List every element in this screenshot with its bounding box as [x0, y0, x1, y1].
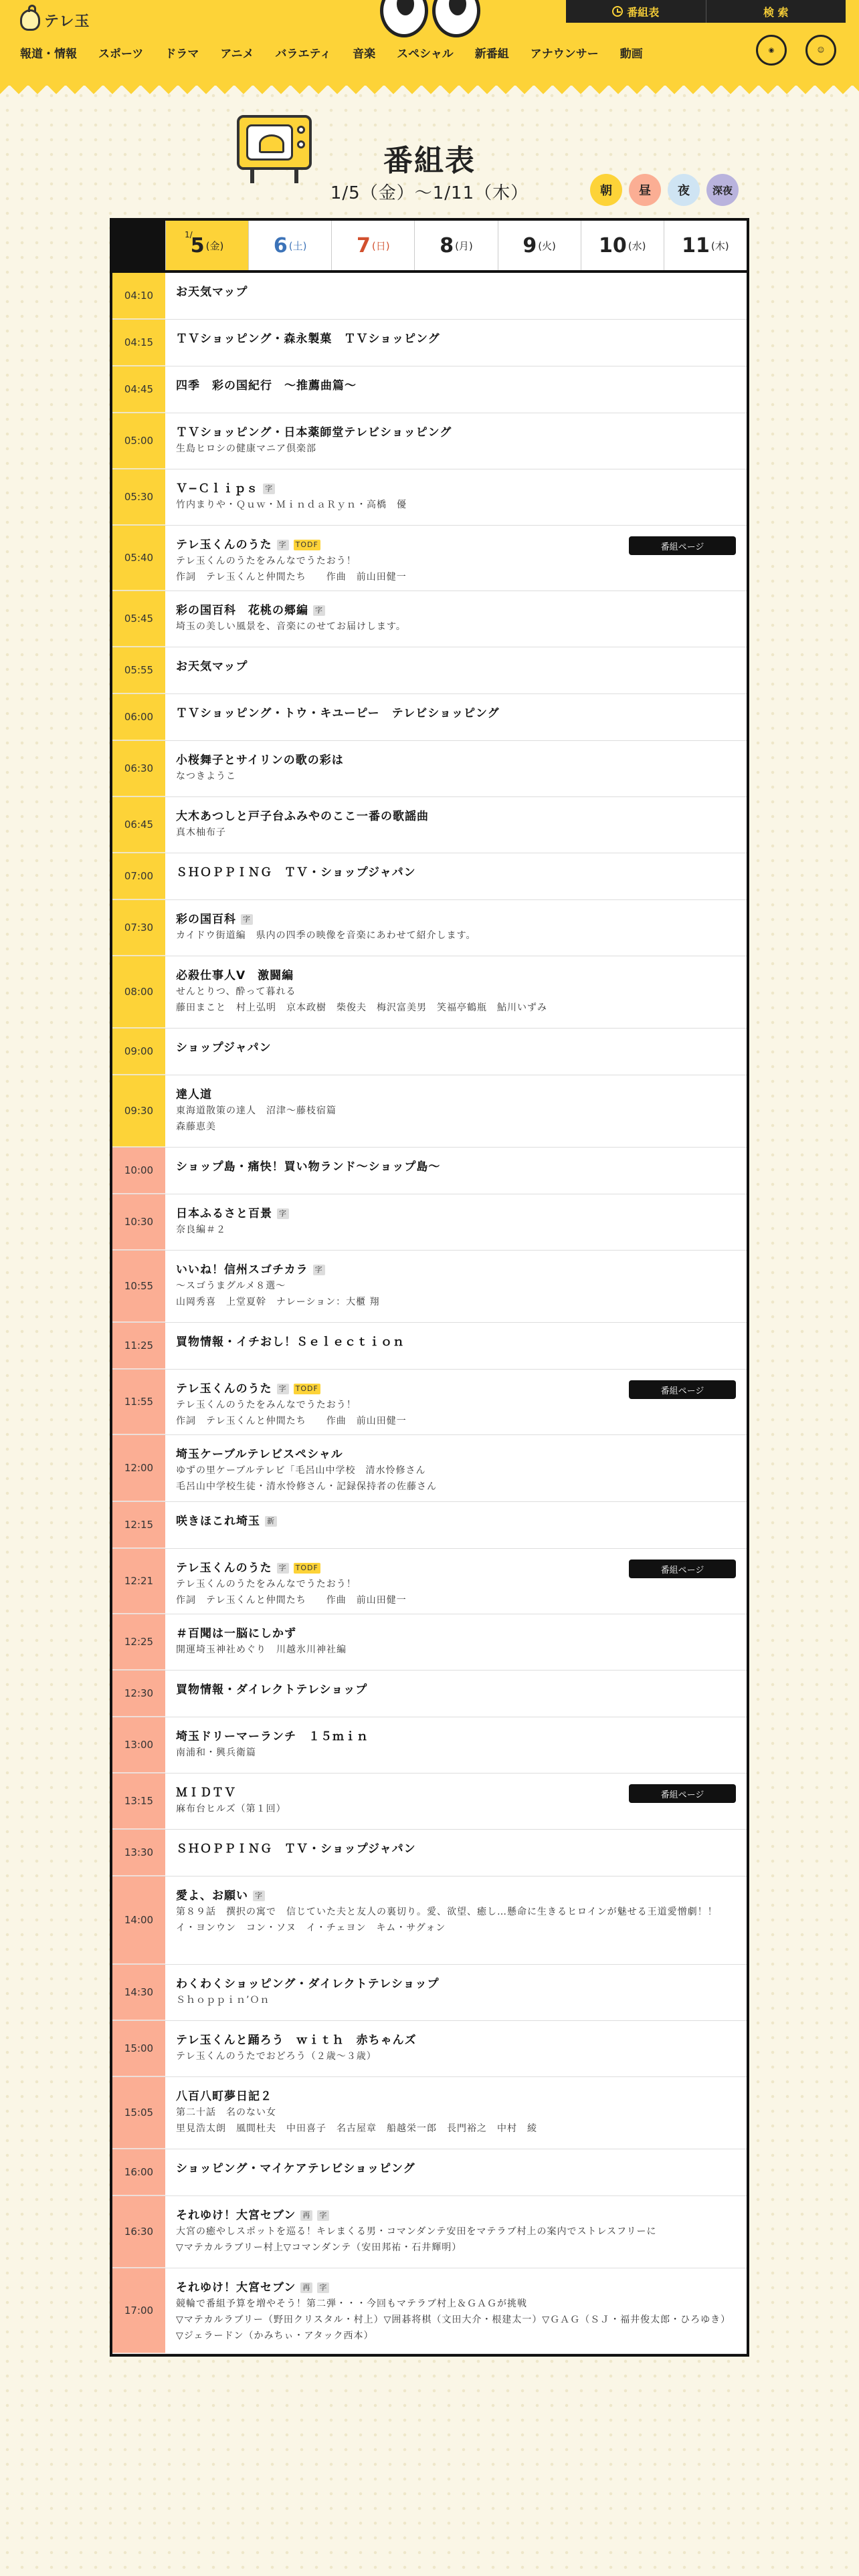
date-range: 1/5（金）〜1/11（木）	[330, 183, 529, 203]
program-row	[112, 526, 747, 591]
program-title-text: 日本ふるさと百景	[176, 1207, 272, 1220]
teletama-kun-button[interactable]	[805, 35, 836, 66]
program-badge-todf: TODF	[294, 1384, 320, 1394]
program-title-text: ＴＶショッピング・日本薬師堂テレビショッピング	[176, 426, 452, 439]
program-title[interactable]	[176, 2161, 736, 2177]
program-description: テレ玉くんのうたでおどろう（２歳〜３歳）	[176, 2051, 377, 2062]
program-row	[112, 2021, 747, 2077]
program-row	[112, 273, 747, 320]
program-title-text: 買物情報・イチおし！Ｓｅｌｅｃｔｉｏｎ	[176, 1335, 405, 1349]
program-description: 〜スゴうまグルメ８選〜	[176, 1281, 286, 1291]
program-title[interactable]	[176, 331, 736, 347]
day-tab-weekday: (日)	[371, 239, 390, 252]
program-row	[112, 1075, 747, 1148]
program-time: 04:45	[112, 366, 165, 413]
program-title-text: お天気マップ	[176, 660, 248, 673]
program-title[interactable]	[176, 1513, 736, 1529]
day-tab-weekday: (木)	[710, 239, 729, 252]
program-info[interactable]	[165, 956, 747, 1028]
logo-mascot-icon	[20, 9, 40, 31]
program-title[interactable]	[176, 1446, 736, 1463]
day-tab-date: 9	[522, 233, 537, 257]
program-title[interactable]	[176, 1841, 736, 1857]
program-title-text: ＴＶショッピング・トウ・キユーピー テレビショッピング	[176, 707, 500, 720]
program-title[interactable]	[176, 1729, 736, 1745]
program-title[interactable]	[176, 1040, 736, 1056]
program-title[interactable]	[176, 1206, 736, 1222]
day-tab-date: 6	[273, 233, 288, 257]
program-title[interactable]	[176, 1888, 736, 1904]
program-badge-todf: TODF	[294, 1563, 320, 1574]
time-of-day-filters	[590, 174, 739, 206]
program-info[interactable]	[165, 1148, 747, 1194]
program-title-text: 八百八町夢日記２	[176, 2090, 272, 2103]
program-description: 作詞 テレ玉くんと仲間たち 作曲 前山田健一	[176, 1595, 407, 1606]
program-info[interactable]	[165, 1876, 747, 1964]
program-info[interactable]	[165, 1029, 747, 1075]
program-row	[112, 469, 747, 526]
program-title[interactable]	[176, 284, 736, 300]
program-title-text: 必殺仕事人Ⅴ 激闘編	[176, 969, 294, 982]
program-info[interactable]	[165, 469, 747, 525]
program-time: 08:00	[112, 956, 165, 1028]
program-row	[112, 1774, 747, 1830]
program-time: 05:45	[112, 591, 165, 647]
program-title-text: それゆけ！大宮セブン	[176, 2281, 296, 2294]
program-description: 東海道散策の達人 沼津〜藤枝宿篇	[176, 1105, 337, 1116]
program-time: 12:25	[112, 1614, 165, 1670]
program-badge: 字	[277, 540, 289, 550]
program-time: 05:40	[112, 526, 165, 591]
program-title-text: 小桜舞子とサイリンの歌の彩は	[176, 754, 344, 767]
program-title-text: テレ玉くんと踊ろう ｗｉｔｈ 赤ちゃんズ	[176, 2034, 417, 2047]
program-description: ▽マテカルラブリー村上▽コマンダンテ（安田邦祐・石井輝明）	[176, 2242, 462, 2253]
program-description: 南浦和・興兵衛篇	[176, 1747, 256, 1758]
program-info[interactable]	[165, 1549, 747, 1614]
program-time: 17:00	[112, 2268, 165, 2353]
program-time: 09:00	[112, 1029, 165, 1075]
program-time: 05:55	[112, 647, 165, 693]
mascot-eyes-icon	[380, 0, 480, 37]
program-description: カイドウ街道編 県内の四季の映像を音楽にあわせて紹介します。	[176, 930, 476, 941]
day-tab-date: 11	[682, 233, 710, 257]
program-time: 10:55	[112, 1251, 165, 1322]
program-description: ▽マテカルラブリー（野田クリスタル・村上）▽囲碁将棋（文田大介・根建太一）▽ＧＡＧ（ＳＪ・福井俊太郎・ひろゆき）▽ジェラードン（かみちぃ・アタック西本）	[176, 2315, 731, 2341]
program-description: テレ玉くんのうたをみんなでうたおう！	[176, 1400, 357, 1410]
program-description: ゆずの里ケーブルテレビ「毛呂山中学校 清水怜修さん	[176, 1465, 426, 1476]
program-title[interactable]	[176, 603, 736, 619]
program-row	[112, 956, 747, 1029]
program-title-text: ＃百聞は一脳にしかず	[176, 1627, 296, 1640]
nav-item[interactable]: アナウンサー	[530, 47, 599, 61]
program-info[interactable]	[165, 1502, 747, 1548]
program-info[interactable]	[165, 1075, 747, 1147]
day-tab[interactable]	[414, 221, 497, 270]
program-badge: 字	[317, 2282, 329, 2293]
program-title-text: ショップ島・痛快！買い物ランド〜ショップ島〜	[176, 1160, 441, 1174]
nav-item[interactable]: バラエティ	[275, 47, 332, 61]
program-title[interactable]	[176, 1682, 736, 1698]
day-tab-date: 8	[440, 233, 454, 257]
day-tab[interactable]	[581, 221, 664, 270]
program-title[interactable]	[176, 865, 736, 881]
nav-item[interactable]: アニメ	[220, 47, 254, 61]
program-title[interactable]	[176, 2208, 736, 2224]
program-title-text: それゆけ！大宮セブン	[176, 2209, 296, 2222]
program-row	[112, 413, 747, 469]
program-title[interactable]	[176, 2280, 736, 2296]
program-title-text: テレ玉くんのうた	[176, 1382, 272, 1396]
program-info[interactable]	[165, 591, 747, 647]
program-badge: 字	[317, 2210, 329, 2221]
program-info[interactable]	[165, 900, 747, 956]
program-description: 奈良編＃２	[176, 1224, 226, 1235]
program-badge: 字	[241, 914, 253, 925]
program-info[interactable]	[165, 2196, 747, 2268]
program-time: 15:00	[112, 2021, 165, 2076]
day-tabs-corner	[112, 221, 165, 270]
program-row	[112, 320, 747, 366]
nav-item[interactable]: スポーツ	[98, 47, 144, 61]
program-row	[112, 900, 747, 956]
program-info[interactable]	[165, 2268, 747, 2353]
program-title[interactable]	[176, 1626, 736, 1642]
time-filter-2[interactable]: 夜	[668, 174, 700, 206]
teletama-app-button[interactable]	[756, 35, 787, 66]
program-title-text: ＴＶショッピング・森永製菓 ＴＶショッピング	[176, 332, 440, 346]
program-badge: 字	[263, 484, 275, 494]
program-description: 作詞 テレ玉くんと仲間たち 作曲 前山田健一	[176, 572, 407, 582]
time-filter-3[interactable]: 深夜	[706, 174, 739, 206]
program-time: 11:55	[112, 1370, 165, 1434]
left-eye-icon	[380, 0, 428, 37]
site-logo[interactable]	[20, 9, 90, 31]
program-time: 07:00	[112, 853, 165, 899]
day-tab[interactable]	[664, 221, 747, 270]
program-title[interactable]	[176, 1334, 736, 1350]
program-time: 13:00	[112, 1717, 165, 1773]
day-tab-weekday: (金)	[205, 239, 224, 252]
program-info[interactable]	[165, 647, 747, 693]
program-time: 12:30	[112, 1671, 165, 1717]
nav-item[interactable]: 音楽	[353, 47, 376, 61]
program-title-text: テレ玉くんのうた	[176, 538, 272, 552]
program-description: せんとりつ、酔って暮れる	[176, 986, 296, 997]
program-title-text: ＳＨＯＰＰＩＮＧ ＴＶ・ショップジャパン	[176, 866, 416, 879]
program-page-button[interactable]: 番組ページ	[629, 1560, 736, 1578]
day-tab[interactable]	[248, 221, 331, 270]
program-row	[112, 1830, 747, 1876]
program-description: 開運埼玉神社めぐり 川越氷川神社編	[176, 1644, 347, 1655]
program-title-text: 愛よ、お願い	[176, 1889, 248, 1903]
program-row	[112, 694, 747, 741]
program-badge: 字	[313, 605, 325, 616]
program-row	[112, 1194, 747, 1251]
program-title-text: 埼玉ケーブルテレビスペシャル	[176, 1448, 343, 1461]
program-title-text: 彩の国百科	[176, 913, 236, 926]
program-title-text: 埼玉ドリーマーランチ １５ｍｉｎ	[176, 1730, 369, 1743]
program-title-text: 彩の国百科 花桃の郷編	[176, 604, 308, 617]
program-badge: 再	[300, 2210, 312, 2221]
program-title[interactable]	[176, 706, 736, 722]
program-badge: 字	[277, 1384, 289, 1394]
program-info[interactable]	[165, 1323, 747, 1369]
program-row	[112, 2196, 747, 2268]
program-badge: 字	[253, 1891, 265, 1901]
program-description: 竹内まりや・Ｑｕｗ・ＭｉｎｄａＲｙｎ・高橋 優	[176, 500, 407, 510]
program-info[interactable]	[165, 741, 747, 796]
day-tab-weekday: (水)	[628, 239, 646, 252]
program-info[interactable]	[165, 320, 747, 366]
program-description: テレ玉くんのうたをみんなでうたおう！	[176, 556, 357, 566]
program-title[interactable]	[176, 2032, 736, 2048]
day-tab-weekday: (土)	[288, 239, 307, 252]
program-title-text: ＳＨＯＰＰＩＮＧ ＴＶ・ショップジャパン	[176, 1842, 416, 1856]
program-title[interactable]	[176, 1159, 736, 1175]
program-row	[112, 366, 747, 413]
program-time: 16:30	[112, 2196, 165, 2268]
program-description: 第８９話 撰択の寓で 信じていた夫と友人の裏切り。愛、欲望、癒し…懸命に生きるヒロインが魅せる王道愛憎劇！！	[176, 1907, 718, 1917]
program-info[interactable]	[165, 853, 747, 899]
program-description: 毛呂山中学校生徒・清水怜修さん・記録保持者の佐藤さん	[176, 1481, 437, 1492]
program-title[interactable]	[176, 659, 736, 675]
program-title-text: 達人道	[176, 1088, 212, 1101]
program-title-text: Ｖ−Ｃｌｉｐｓ	[176, 482, 259, 496]
program-time: 13:30	[112, 1830, 165, 1876]
schedule-button-label: 番組表	[627, 5, 660, 19]
program-badge: 字	[277, 1208, 289, 1219]
program-row	[112, 2077, 747, 2149]
program-title[interactable]	[176, 378, 736, 394]
program-title-text: ＭＩＤＴＶ	[176, 1786, 236, 1800]
program-title[interactable]	[176, 809, 736, 825]
program-title[interactable]	[176, 968, 736, 984]
program-title[interactable]	[176, 1976, 736, 1992]
right-eye-icon	[432, 0, 480, 37]
page-title: 番組表	[383, 144, 476, 178]
day-tab-date: 5	[190, 233, 205, 257]
program-row	[112, 1370, 747, 1435]
program-badge: 字	[313, 1265, 325, 1275]
program-page-button[interactable]: 番組ページ	[629, 536, 736, 555]
program-time: 16:00	[112, 2149, 165, 2195]
program-description: 作詞 テレ玉くんと仲間たち 作曲 前山田健一	[176, 1416, 407, 1426]
program-row	[112, 797, 747, 853]
program-info[interactable]	[165, 1435, 747, 1501]
program-info[interactable]	[165, 1671, 747, 1717]
program-title-text: いいね！信州スゴチカラ	[176, 1263, 308, 1277]
program-time: 06:45	[112, 797, 165, 853]
program-info[interactable]	[165, 1774, 747, 1829]
program-info[interactable]	[165, 2149, 747, 2195]
day-tabs	[112, 221, 747, 273]
program-row	[112, 1148, 747, 1194]
program-info[interactable]	[165, 273, 747, 319]
program-info[interactable]	[165, 413, 747, 469]
program-description: 大宮の癒やしスポットを巡る！キレまくる男・コマンダンテ安田をマテラブ村上の案内でストレスフリーに	[176, 2226, 657, 2237]
program-info[interactable]	[165, 1194, 747, 1250]
day-tab-date: 7	[357, 233, 371, 257]
program-time: 09:30	[112, 1075, 165, 1147]
program-time: 10:00	[112, 1148, 165, 1194]
program-time: 06:00	[112, 694, 165, 740]
search-button-label: 検 索	[763, 5, 789, 19]
program-title[interactable]	[176, 1262, 736, 1278]
program-info[interactable]	[165, 526, 747, 591]
program-time: 12:15	[112, 1502, 165, 1548]
program-title-text: ショップジャパン	[176, 1041, 272, 1055]
program-row	[112, 2149, 747, 2196]
program-row	[112, 1965, 747, 2021]
program-time: 07:30	[112, 900, 165, 956]
program-title-text: お天気マップ	[176, 286, 248, 299]
program-info[interactable]	[165, 797, 747, 853]
program-info[interactable]	[165, 1830, 747, 1876]
program-title[interactable]	[176, 911, 736, 928]
program-info[interactable]	[165, 1370, 747, 1434]
mascot-face-icon: ☺	[817, 46, 825, 54]
program-row	[112, 853, 747, 900]
nav-item[interactable]: 新番組	[474, 47, 509, 61]
program-description: Ｓｈｏｐｐｉｎ’Ｏｎ	[176, 1995, 270, 2006]
program-badge-todf: TODF	[294, 540, 320, 550]
program-title[interactable]	[176, 752, 736, 768]
program-title-text: テレ玉くんのうた	[176, 1562, 272, 1575]
day-tab-weekday: (火)	[538, 239, 556, 252]
program-badge: 再	[300, 2282, 312, 2293]
program-title-text: ショッピング・マイケアテレビショッピング	[176, 2162, 415, 2175]
program-row	[112, 2268, 747, 2354]
program-info[interactable]	[165, 1965, 747, 2020]
program-description: 里見浩太朗 風間杜夫 中田喜子 名古屋章 船越栄一郎 長門裕之 中村 綾	[176, 2123, 537, 2134]
mascot-icon: ◉	[768, 46, 775, 54]
program-info[interactable]	[165, 2021, 747, 2076]
program-time: 13:15	[112, 1774, 165, 1829]
program-description: 競輪で番組予算を増やそう！第二弾・・・今回もマテラブ村上＆ＧＡＧが挑戦	[176, 2298, 527, 2309]
program-badge: 字	[277, 1563, 289, 1574]
program-title[interactable]	[176, 481, 736, 497]
schedule-button[interactable]	[566, 0, 706, 23]
program-row	[112, 591, 747, 647]
day-tab[interactable]	[165, 221, 248, 270]
clock-icon	[612, 6, 623, 17]
program-row	[112, 1717, 747, 1774]
search-button[interactable]	[706, 0, 846, 23]
program-time: 12:00	[112, 1435, 165, 1501]
time-filter-0[interactable]: 朝	[590, 174, 622, 206]
program-time: 14:30	[112, 1965, 165, 2020]
program-title[interactable]	[176, 425, 736, 441]
top-utility-bar	[566, 0, 846, 23]
nav-item[interactable]: 動画	[619, 47, 643, 61]
program-row	[112, 1671, 747, 1717]
program-description: 藤田まこと 村上弘明 京本政樹 柴俊夫 梅沢富美男 笑福亭鶴瓶 鮎川いずみ	[176, 1002, 547, 1013]
program-title[interactable]	[176, 2088, 736, 2105]
program-info[interactable]	[165, 694, 747, 740]
program-list	[112, 273, 747, 2354]
program-row	[112, 1502, 747, 1549]
program-row	[112, 1435, 747, 1502]
day-tab[interactable]	[331, 221, 414, 270]
program-time: 11:25	[112, 1323, 165, 1369]
program-schedule	[110, 218, 749, 2357]
program-time: 04:15	[112, 320, 165, 366]
main-nav	[20, 44, 654, 61]
program-info[interactable]	[165, 1251, 747, 1322]
program-row	[112, 741, 747, 797]
program-description: 第二十話 名のない女	[176, 2107, 276, 2118]
program-page-button[interactable]: 番組ページ	[629, 1380, 736, 1399]
site-header	[0, 0, 859, 86]
program-description: 埼玉の美しい風景を、音楽にのせてお届けします。	[176, 621, 406, 632]
program-description: 生島ヒロシの健康マニア倶楽部	[176, 443, 316, 454]
time-filter-1[interactable]: 昼	[629, 174, 661, 206]
program-title-text: わくわくショッピング・ダイレクトテレショップ	[176, 1977, 440, 1991]
program-page-button[interactable]: 番組ページ	[629, 1784, 736, 1803]
program-description: 麻布台ヒルズ（第１回）	[176, 1804, 286, 1814]
program-title-text: 咲きほこれ埼玉	[176, 1515, 260, 1528]
program-time: 05:00	[112, 413, 165, 469]
nav-item[interactable]: スペシャル	[397, 47, 454, 61]
tv-knob-icon	[297, 126, 305, 134]
day-tab[interactable]	[498, 221, 581, 270]
program-info[interactable]	[165, 366, 747, 413]
program-description: なつきようこ	[176, 771, 236, 782]
program-info[interactable]	[165, 2077, 747, 2149]
program-badge: 新	[265, 1516, 277, 1527]
program-time: 05:30	[112, 469, 165, 525]
program-title[interactable]	[176, 1087, 736, 1103]
program-row	[112, 1251, 747, 1323]
program-description: 真木柚布子	[176, 827, 226, 838]
program-time: 14:00	[112, 1876, 165, 1964]
day-tab-month: 1/	[185, 230, 193, 239]
program-title-text: 四季 彩の国紀行 〜推薦曲篇〜	[176, 379, 357, 393]
program-info[interactable]	[165, 1614, 747, 1670]
day-tab-weekday: (月)	[455, 239, 473, 252]
program-row	[112, 647, 747, 694]
program-row	[112, 1876, 747, 1965]
program-row	[112, 1614, 747, 1671]
program-description: テレ玉くんのうたをみんなでうたおう！	[176, 1579, 357, 1590]
program-description: 山岡秀喜 上堂夏幹 ナレーション：大櫃 翔	[176, 1297, 380, 1307]
nav-item[interactable]: 報道・情報	[20, 47, 77, 61]
logo-text: テレ玉	[44, 13, 90, 30]
program-time: 15:05	[112, 2077, 165, 2149]
day-tab-date: 10	[599, 233, 627, 257]
program-title-text: 大木あつしと戸子台ふみやのここ一番の歌謡曲	[176, 810, 429, 823]
program-description: イ・ヨンウン コン・ソヌ イ・チェヨン キム・サグォン	[176, 1923, 446, 1933]
program-row	[112, 1549, 747, 1614]
nav-item[interactable]: ドラマ	[165, 47, 199, 61]
program-description: 森藤恵美	[176, 1121, 216, 1132]
program-row	[112, 1323, 747, 1370]
program-time: 04:10	[112, 273, 165, 319]
program-info[interactable]	[165, 1717, 747, 1773]
program-time: 06:30	[112, 741, 165, 796]
program-time: 12:21	[112, 1549, 165, 1614]
program-time: 10:30	[112, 1194, 165, 1250]
program-row	[112, 1029, 747, 1075]
program-title-text: 買物情報・ダイレクトテレショップ	[176, 1683, 368, 1697]
